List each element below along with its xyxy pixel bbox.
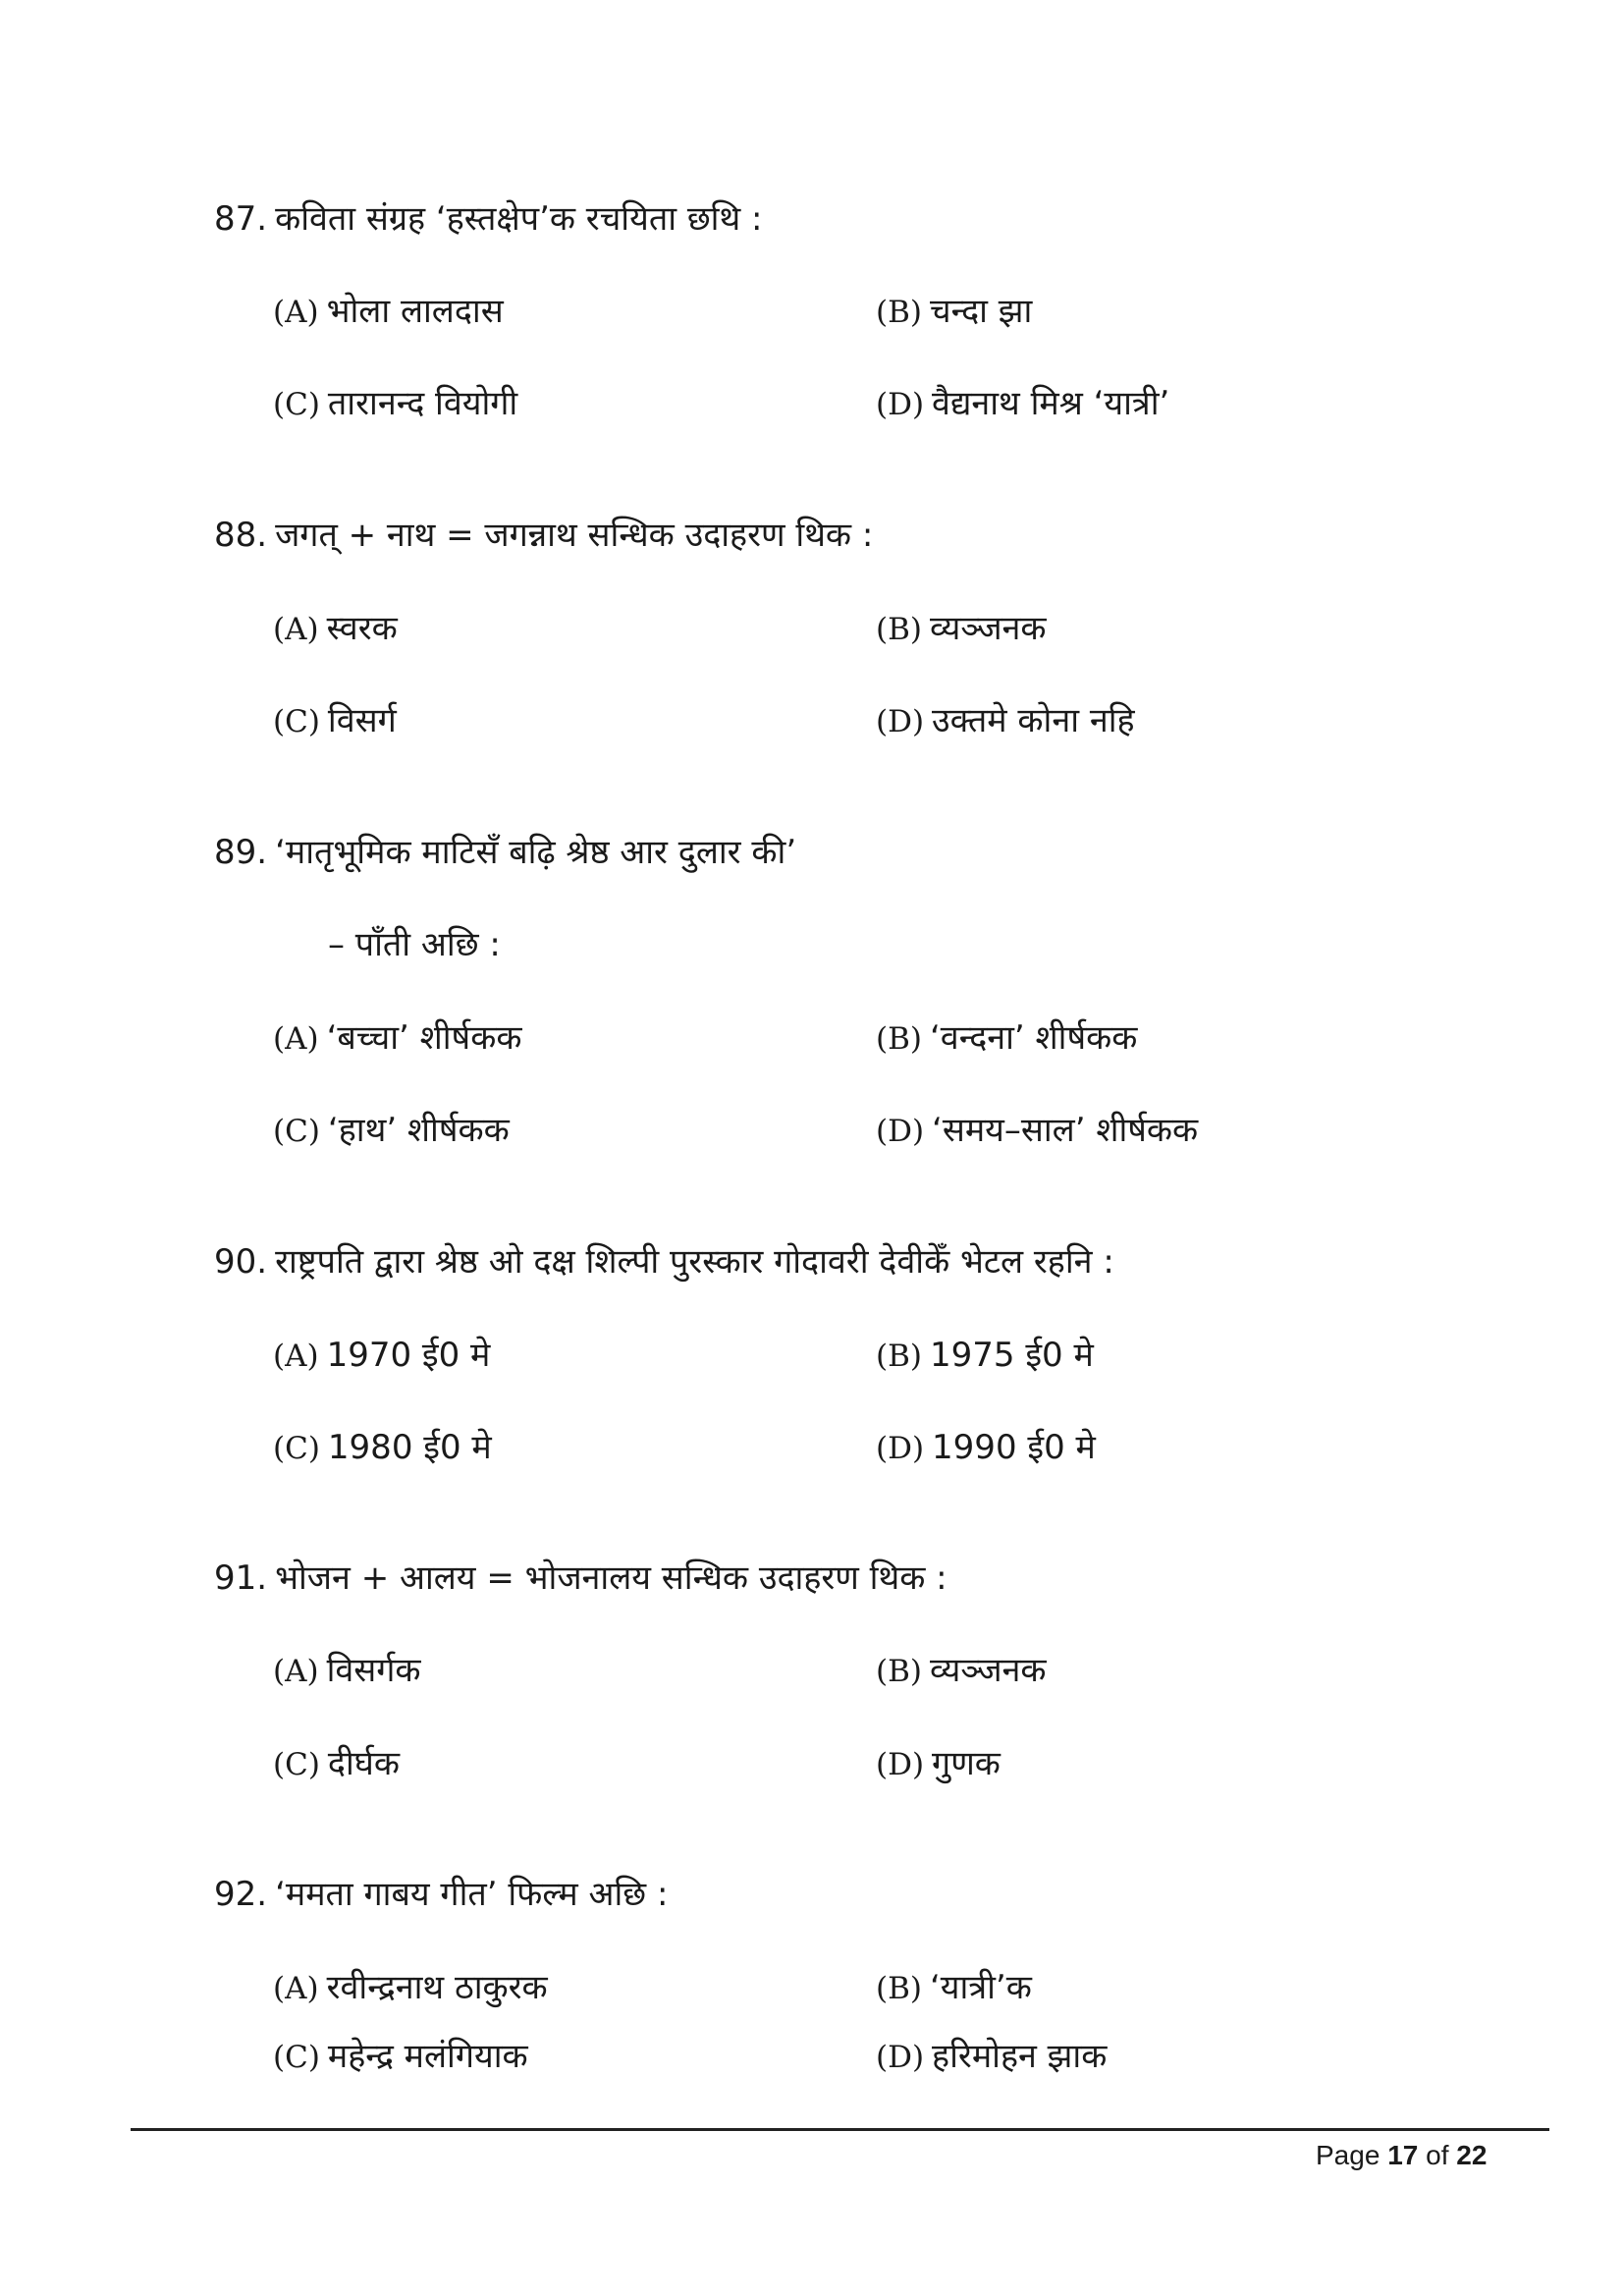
option-a: (A) स्वरक [273,609,398,648]
question-text: 90. राष्ट्रपति द्वारा श्रेष्ठ ओ दक्ष शिल्पी पुरस्कार गोदावरी देवीकेँ भेटल रहनि : [214,1242,1114,1282]
option-d: (D) वैद्यनाथ मिश्र ‘यात्री’ [876,384,1170,423]
question-number: 88. [214,516,268,555]
option-c: (C) दीर्घक [273,1744,400,1783]
option-d: (D) ‘समय–साल’ शीर्षकक [876,1111,1199,1150]
option-a: (A) रवीन्द्रनाथ ठाकुरक [273,1968,548,2007]
question-number: 87. [214,199,268,239]
option-b: (B) व्यञ्जनक [876,1651,1047,1690]
question-text: 88. जगत् + नाथ = जगन्नाथ सन्धिक उदाहरण थिक : [214,516,874,555]
option-c: (C) 1980 ई0 मे [273,1428,492,1467]
question-text: 87. कविता संग्रह ‘हस्तक्षेप’क रचयिता छथि : [214,199,763,239]
page-indicator [1316,2139,1487,2172]
question-subtext: – पाँती अछि : [328,925,501,964]
question-text: 89. ‘मातृभूमिक माटिसँ बढ़ि श्रेष्ठ आर दुलार की’ [214,833,797,872]
option-b: (B) चन्दा झा [876,292,1033,331]
option-d: (D) उक्तमे कोना नहि [876,701,1135,740]
question-number: 89. [214,833,268,872]
option-a: (A) 1970 ई0 मे [273,1336,491,1375]
of-word: of [1426,2140,1449,2170]
total-pages: 22 [1456,2140,1488,2170]
option-a: (A) ‘बच्चा’ शीर्षकक [273,1018,522,1058]
option-b: (B) ‘यात्री’क [876,1968,1032,2007]
option-d: (D) हरिमोहन झाक [876,2037,1108,2076]
question-number: 91. [214,1558,268,1598]
question-text: 92. ‘ममता गाबय गीत’ फिल्म अछि : [214,1875,669,1914]
question-number: 92. [214,1875,268,1914]
current-page: 17 [1387,2140,1419,2170]
page-word: Page [1316,2140,1380,2170]
footer-divider [131,2128,1549,2131]
option-b: (B) 1975 ई0 मे [876,1336,1094,1375]
option-a: (A) विसर्गक [273,1651,421,1690]
question-number: 90. [214,1242,268,1282]
option-c: (C) महेन्द्र मलंगियाक [273,2037,528,2076]
option-c: (C) तारानन्द वियोगी [273,384,518,423]
option-d: (D) 1990 ई0 मे [876,1428,1096,1467]
option-b: (B) ‘वन्दना’ शीर्षकक [876,1018,1138,1058]
option-c: (C) विसर्ग [273,701,397,740]
option-a: (A) भोला लालदास [273,292,504,331]
option-c: (C) ‘हाथ’ शीर्षकक [273,1111,510,1150]
question-text: 91. भोजन + आलय = भोजनालय सन्धिक उदाहरण थिक : [214,1558,947,1598]
option-d: (D) गुणक [876,1744,1001,1783]
option-b: (B) व्यञ्जनक [876,609,1047,648]
